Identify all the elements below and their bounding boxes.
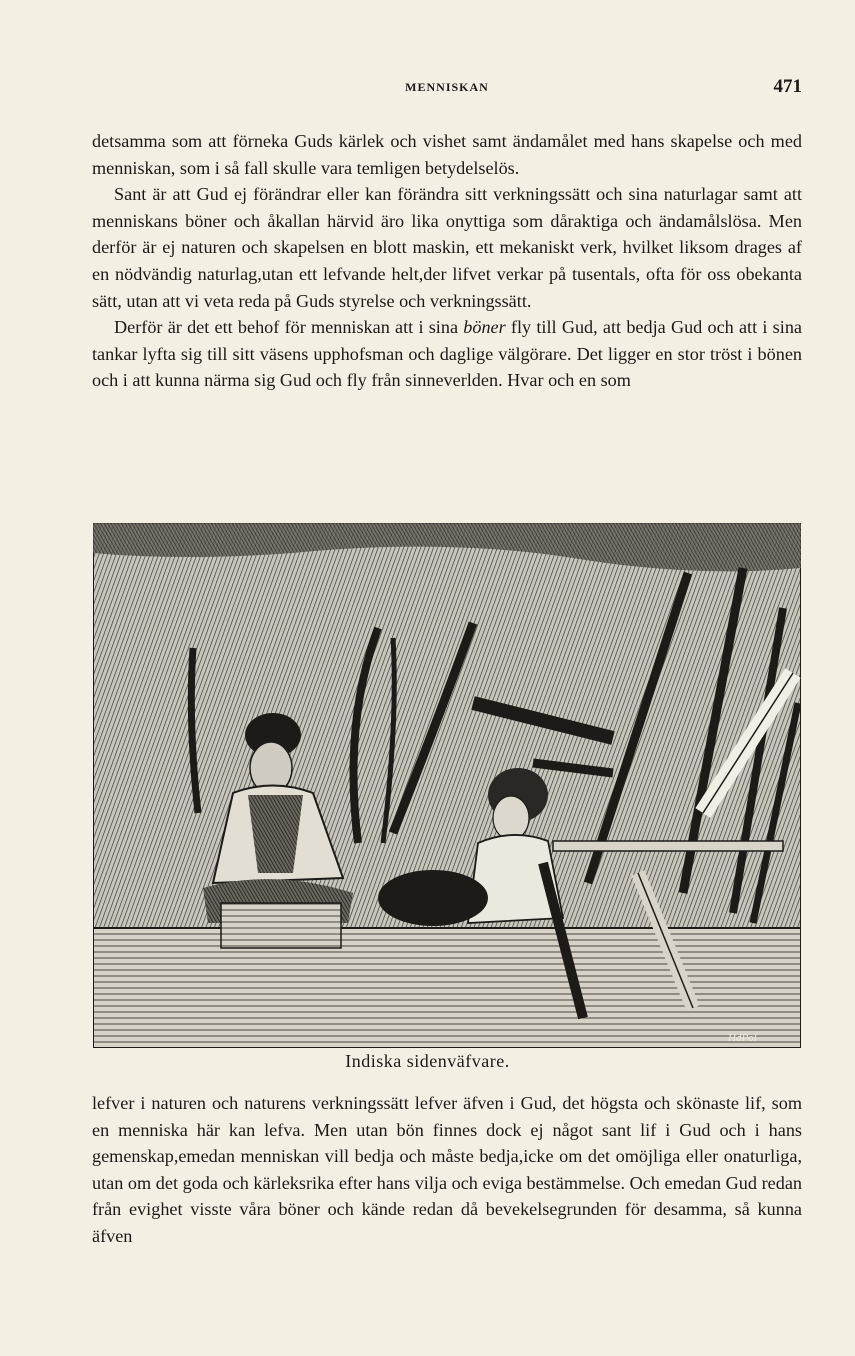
top-text-block — [92, 128, 802, 394]
paragraph-3 — [92, 314, 802, 394]
engraver-signature: HdPol — [728, 1032, 757, 1044]
italic-word: böner — [463, 317, 506, 338]
page-number: 471 — [773, 76, 802, 97]
paragraph-1: detsamma som att förneka Guds kärlek och vishet samt ändamålet med hans skapelse och med menniskan, som i så fall skulle vara temligen betydelselös. — [92, 131, 802, 178]
bottom-text-block — [92, 1090, 802, 1250]
engraving-illustration — [93, 523, 801, 1048]
loom-frame — [553, 841, 783, 851]
wooden-bench — [93, 928, 801, 1048]
paragraph-4: lefver i naturen och naturens verkningssätt lefver äfven i Gud, det högsta och skönaste lif, som en menniska här kan lefva. Men utan bön finnes dock ej något sant lif i Gud och i hans gemenskap,emedan menniskan vill bedja och måste bedja,icke om det omöjliga eller onaturliga, utan om det goda och kärleksrika efter hans vilja och eviga bestämmelse. Och emedan Gud redan från evighet visste våra böner och kände redan då bevekelsegrunden för desamma, så kunna äfven — [92, 1093, 802, 1246]
paragraph-3-text-after: fly till Gud, att bedja Gud och att i sina tankar lyfta sig till sitt väsens upphofsman och daglige välgörare. Det ligger en stor tröst i bönen och i att kunna närma sig Gud och fly från sinneverlden. Hvar och en som — [92, 317, 802, 391]
page-header — [92, 76, 802, 100]
paragraph-3-text-before: Derför är det ett behof för menniskan att i sina — [114, 317, 464, 338]
paragraph-2: Sant är att Gud ej förändrar eller kan förändra sitt verkningssätt och sina naturlagar samt att menniskans böner och åkallan härvid äro lika onyttiga som dåraktiga och ändamålslösa. Men derför är ej naturen och skapelsen en blott maskin, ett mekaniskt verk, hvilket liksom drages af en nödvändig naturlag,utan ett lefvande helt,der lifvet verkar på tusentals, ofta för oss obekanta sätt, utan att vi veta reda på Guds styrelse och verkningssätt. — [92, 184, 802, 311]
engraving-svg — [93, 523, 801, 1048]
bench-box — [221, 903, 341, 948]
figure-caption: Indiska sidenväfvare. — [345, 1051, 510, 1071]
fabric-pile — [378, 870, 488, 926]
running-head: MENNISKAN — [405, 80, 489, 94]
